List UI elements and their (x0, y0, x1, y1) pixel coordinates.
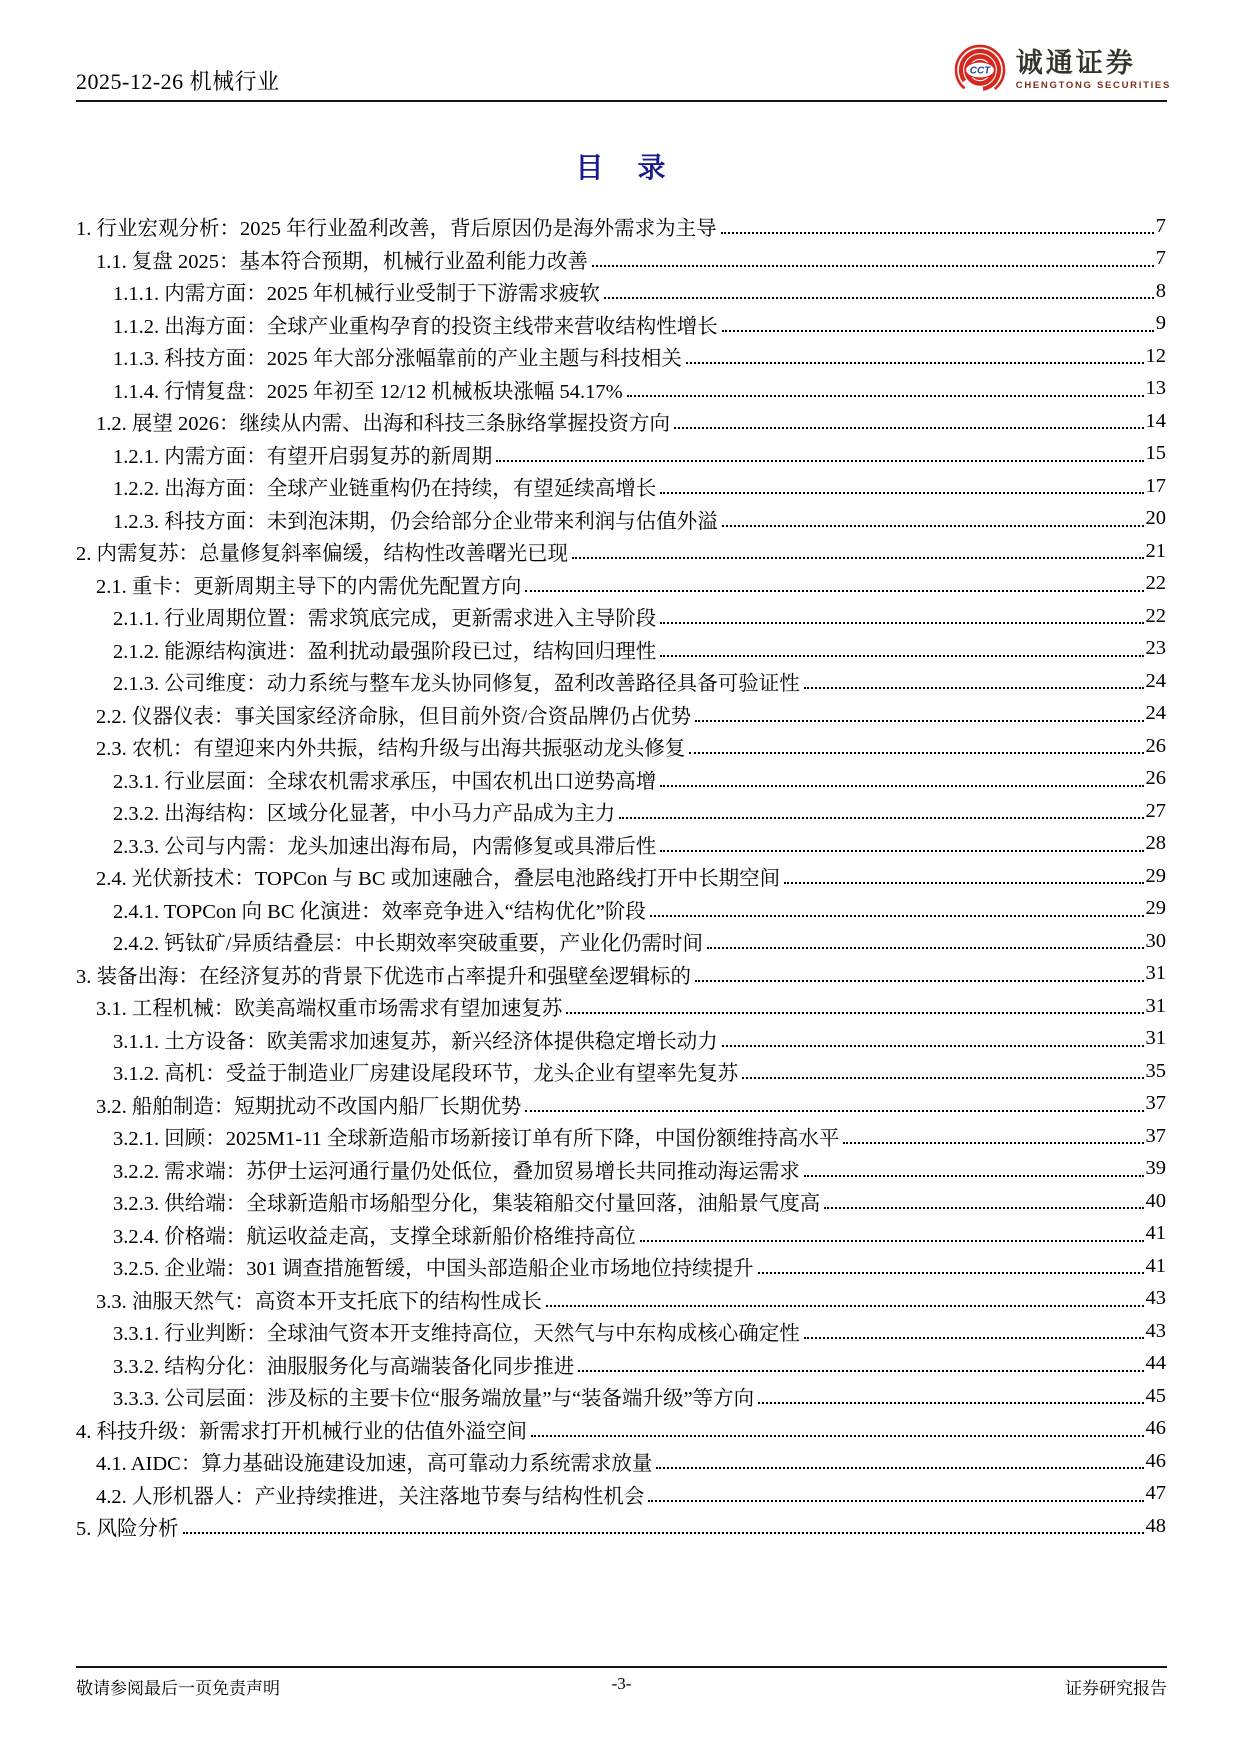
toc-entry-label: 2.3.3. 公司与内需：龙头加速出海布局，内需修复或具滞后性 (113, 835, 657, 858)
toc-entry-page-number: 39 (1145, 1157, 1166, 1180)
toc-dotted-leader (686, 362, 1144, 364)
toc-entry[interactable] (76, 958, 1166, 991)
toc-entry[interactable] (76, 275, 1166, 308)
toc-dotted-leader (660, 622, 1143, 624)
toc-entry[interactable] (76, 925, 1166, 958)
toc-entry[interactable] (76, 1348, 1166, 1381)
toc-dotted-leader (722, 1045, 1144, 1047)
toc-entry-page-number: 22 (1145, 604, 1166, 627)
toc-dotted-leader (784, 882, 1143, 884)
toc-entry-page-number: 29 (1145, 897, 1166, 920)
toc-entry[interactable] (76, 1478, 1166, 1511)
toc-entry-label: 3.2.3. 供给端：全球新造船市场船型分化，集装箱船交付量回落，油船景气度高 (113, 1193, 821, 1216)
toc-dotted-leader (648, 1500, 1143, 1502)
toc-entry-label: 2.3.2. 出海结构：区域分化显著，中小马力产品成为主力 (113, 803, 616, 826)
toc-entry[interactable] (76, 535, 1166, 568)
toc-entry-label: 1.1.2. 出海方面：全球产业重构孕育的投资主线带来营收结构性增长 (113, 315, 718, 338)
toc-entry-label: 1.1.3. 科技方面：2025 年大部分涨幅靠前的产业主题与科技相关 (113, 348, 682, 371)
toc-dotted-leader (721, 232, 1154, 234)
toc-dotted-leader (804, 1175, 1144, 1177)
toc-dotted-leader (722, 330, 1154, 332)
toc-entry-page-number: 21 (1145, 539, 1166, 562)
toc-list (76, 210, 1166, 1543)
toc-entry[interactable] (76, 1120, 1166, 1153)
toc-entry-page-number: 26 (1145, 734, 1166, 757)
toc-entry-label: 3.1.1. 土方设备：欧美需求加速复苏，新兴经济体提供稳定增长动力 (113, 1030, 718, 1053)
logo-wordmark (1016, 49, 1171, 90)
toc-dotted-leader (695, 980, 1144, 982)
toc-dotted-leader (695, 720, 1143, 722)
toc-entry-page-number: 40 (1145, 1189, 1166, 1212)
toc-entry-label: 2.3.1. 行业层面：全球农机需求承压，中国农机出口逆势高增 (113, 770, 657, 793)
toc-entry-label: 5. 风险分析 (76, 1518, 179, 1541)
toc-dotted-leader (496, 460, 1143, 462)
cct-globe-icon (953, 42, 1007, 98)
toc-title-char-1: 目 (575, 153, 604, 184)
toc-dotted-leader (546, 1305, 1144, 1307)
toc-entry-label: 3.3. 油服天然气：高资本开支托底下的结构性成长 (96, 1290, 542, 1313)
toc-entry[interactable] (76, 633, 1166, 666)
toc-entry-label: 2.1.3. 公司维度：动力系统与整车龙头协同修复，盈利改善路径具备可验证性 (113, 673, 800, 696)
toc-entry-page-number: 12 (1145, 344, 1166, 367)
toc-entry-page-number: 37 (1145, 1092, 1166, 1115)
toc-entry-page-number: 24 (1145, 669, 1166, 692)
toc-entry-label: 2.1.2. 能源结构演进：盈利扰动最强阶段已过，结构回归理性 (113, 640, 657, 663)
toc-entry-page-number: 31 (1145, 962, 1166, 985)
toc-entry-label: 3.3.1. 行业判断：全球油气资本开支维持高位，天然气与中东构成核心确定性 (113, 1323, 800, 1346)
toc-entry-page-number: 8 (1155, 279, 1166, 302)
toc-entry-label: 2.1.1. 行业周期位置：需求筑底完成，更新需求进入主导阶段 (113, 608, 657, 631)
toc-entry[interactable] (76, 1055, 1166, 1088)
toc-entry-page-number: 41 (1145, 1222, 1166, 1245)
footer-page-number: -3- (611, 1674, 632, 1693)
toc-entry-page-number: 46 (1145, 1449, 1166, 1472)
toc-entry-page-number: 41 (1145, 1254, 1166, 1277)
toc-entry-label: 3.2.4. 价格端：航运收益走高，支撑全球新船价格维持高位 (113, 1225, 636, 1248)
footer-disclaimer-note: 敬请参阅最后一页免责声明 (76, 1679, 280, 1698)
toc-entry[interactable] (76, 568, 1166, 601)
toc-entry-label: 2.2. 仪器仪表：事关国家经济命脉，但目前外资/合资品牌仍占优势 (96, 705, 692, 728)
toc-entry-label: 1.1.1. 内需方面：2025 年机械行业受制于下游需求疲软 (113, 283, 600, 306)
toc-entry[interactable] (76, 730, 1166, 763)
toc-entry[interactable] (76, 373, 1166, 406)
toc-dotted-leader (604, 297, 1154, 299)
toc-entry-label: 2.1. 重卡：更新周期主导下的内需优先配置方向 (96, 575, 522, 598)
toc-dotted-leader (707, 947, 1144, 949)
toc-entry[interactable] (76, 1413, 1166, 1446)
toc-entry-label: 3.1. 工程机械：欧美高端权重市场需求有望加速复苏 (96, 998, 563, 1021)
toc-entry-page-number: 26 (1145, 767, 1166, 790)
toc-entry-label: 4.1. AIDC：算力基础设施建设加速，高可靠动力系统需求放量 (96, 1453, 653, 1476)
toc-entry-label: 4. 科技升级：新需求打开机械行业的估值外溢空间 (76, 1420, 527, 1443)
toc-entry-label: 2.4.1. TOPCon 向 BC 化演进：效率竞争进入“结构优化”阶段 (113, 900, 646, 923)
toc-entry[interactable] (76, 1380, 1166, 1413)
toc-entry-label: 1.2.3. 科技方面：未到泡沫期，仍会给部分企业带来利润与估值外溢 (113, 510, 718, 533)
toc-entry-label: 4.2. 人形机器人：产业持续推进，关注落地节奏与结构性机会 (96, 1485, 645, 1508)
toc-dotted-leader (578, 1370, 1143, 1372)
toc-entry[interactable] (76, 405, 1166, 438)
toc-dotted-leader (742, 1077, 1143, 1079)
toc-entry[interactable] (76, 210, 1166, 243)
toc-entry[interactable] (76, 1153, 1166, 1186)
toc-dotted-leader (660, 850, 1143, 852)
toc-entry[interactable] (76, 860, 1166, 893)
toc-dotted-leader (843, 1142, 1143, 1144)
company-logo (953, 42, 1171, 100)
logo-name-en: CHENGTONG SECURITIES (1015, 79, 1171, 91)
toc-entry-page-number: 43 (1145, 1287, 1166, 1310)
toc-entry-page-number: 45 (1145, 1384, 1166, 1407)
toc-entry[interactable] (76, 1218, 1166, 1251)
toc-entry-page-number: 47 (1145, 1482, 1166, 1505)
toc-entry-label: 3.1.2. 高机：受益于制造业厂房建设尾段环节，龙头企业有望率先复苏 (113, 1063, 739, 1086)
toc-entry[interactable] (76, 1185, 1166, 1218)
toc-entry[interactable] (76, 340, 1166, 373)
toc-entry-page-number: 20 (1145, 507, 1166, 530)
toc-entry[interactable] (76, 1250, 1166, 1283)
footer-divider (76, 1666, 1167, 1668)
toc-entry-page-number: 31 (1145, 1027, 1166, 1050)
toc-dotted-leader (531, 1435, 1144, 1437)
toc-entry[interactable] (76, 990, 1166, 1023)
toc-entry-label: 3.2.2. 需求端：苏伊士运河通行量仍处低位，叠加贸易增长共同推动海运需求 (113, 1160, 800, 1183)
toc-page-title (0, 152, 1241, 186)
toc-entry-label: 2.4.2. 钙钛矿/异质结叠层：中长期效率突破重要，产业化仍需时间 (113, 933, 703, 956)
toc-entry[interactable] (76, 470, 1166, 503)
toc-entry-page-number: 14 (1145, 409, 1166, 432)
toc-entry[interactable] (76, 795, 1166, 828)
toc-entry-page-number: 44 (1145, 1352, 1166, 1375)
toc-entry[interactable] (76, 243, 1166, 276)
toc-entry-page-number: 29 (1145, 864, 1166, 887)
page-footer (76, 1674, 1167, 1698)
toc-dotted-leader (619, 817, 1143, 819)
toc-entry[interactable] (76, 665, 1166, 698)
page-header (76, 40, 1171, 100)
toc-dotted-leader (572, 557, 1144, 559)
toc-entry-label: 2.4. 光伏新技术：TOPCon 与 BC 或加速融合，叠层电池路线打开中长期空间 (96, 868, 781, 891)
toc-entry[interactable] (76, 1445, 1166, 1478)
toc-dotted-leader (566, 1012, 1143, 1014)
toc-dotted-leader (804, 687, 1144, 689)
toc-entry-label: 1.1. 复盘 2025：基本符合预期，机械行业盈利能力改善 (96, 250, 588, 273)
toc-dotted-leader (650, 915, 1144, 917)
toc-dotted-leader (640, 1240, 1144, 1242)
toc-entry[interactable] (76, 893, 1166, 926)
toc-entry-label: 1.2.2. 出海方面：全球产业链重构仍在持续，有望延续高增长 (113, 478, 657, 501)
toc-dotted-leader (660, 785, 1143, 787)
toc-entry-page-number: 23 (1145, 637, 1166, 660)
toc-dotted-leader (758, 1272, 1144, 1274)
toc-entry-page-number: 30 (1145, 929, 1166, 952)
toc-entry-page-number: 27 (1145, 799, 1166, 822)
toc-dotted-leader (804, 1337, 1144, 1339)
toc-entry[interactable] (76, 698, 1166, 731)
header-divider (76, 100, 1167, 102)
toc-entry-page-number: 24 (1145, 702, 1166, 725)
toc-entry-label: 2. 内需复苏：总量修复斜率偏缓，结构性改善曙光已现 (76, 543, 568, 566)
toc-entry[interactable] (76, 1283, 1166, 1316)
toc-dotted-leader (592, 265, 1154, 267)
toc-entry[interactable] (76, 828, 1166, 861)
toc-entry-label: 1.1.4. 行情复盘：2025 年初至 12/12 机械板块涨幅 54.17% (113, 380, 623, 403)
toc-dotted-leader (656, 1467, 1143, 1469)
toc-dotted-leader (722, 525, 1144, 527)
toc-entry[interactable] (76, 438, 1166, 471)
toc-entry-label: 3.2. 船舶制造：短期扰动不改国内船厂长期优势 (96, 1095, 522, 1118)
toc-entry-page-number: 48 (1145, 1514, 1166, 1537)
toc-dotted-leader (758, 1402, 1143, 1404)
toc-entry-label: 3.3.3. 公司层面：涉及标的主要卡位“服务端放量”与“装备端升级”等方向 (113, 1388, 755, 1411)
toc-entry[interactable] (76, 1510, 1166, 1543)
toc-dotted-leader (525, 1110, 1143, 1112)
toc-entry-page-number: 15 (1145, 442, 1166, 465)
toc-entry-page-number: 35 (1145, 1059, 1166, 1082)
toc-dotted-leader (660, 492, 1143, 494)
report-date-industry: 2025-12-26 机械行业 (76, 69, 280, 94)
toc-dotted-leader (525, 590, 1143, 592)
toc-entry-label: 3. 装备出海：在经济复苏的背景下优选市占率提升和强壁垒逻辑标的 (76, 965, 691, 988)
toc-entry-page-number: 31 (1145, 994, 1166, 1017)
toc-entry-label: 3.3.2. 结构分化：油服服务化与高端装备化同步推进 (113, 1355, 575, 1378)
toc-dotted-leader (689, 752, 1143, 754)
toc-entry-label: 1. 行业宏观分析：2025 年行业盈利改善，背后原因仍是海外需求为主导 (76, 218, 717, 241)
toc-entry-page-number: 7 (1155, 214, 1166, 237)
toc-entry-page-number: 37 (1145, 1124, 1166, 1147)
toc-entry-page-number: 28 (1145, 832, 1166, 855)
logo-name-cn: 诚通证券 (1015, 48, 1136, 79)
toc-entry-page-number: 46 (1145, 1417, 1166, 1440)
toc-entry[interactable] (76, 1088, 1166, 1121)
toc-entry[interactable] (76, 1315, 1166, 1348)
toc-entry-page-number: 43 (1145, 1319, 1166, 1342)
logo-monogram: CCT (969, 65, 991, 77)
toc-entry[interactable] (76, 1023, 1166, 1056)
toc-entry[interactable] (76, 503, 1166, 536)
toc-entry-page-number: 9 (1155, 312, 1166, 335)
toc-entry-label: 1.2. 展望 2026：继续从内需、出海和科技三条脉络掌握投资方向 (96, 413, 670, 436)
toc-entry[interactable] (76, 763, 1166, 796)
toc-dotted-leader (183, 1532, 1144, 1534)
toc-entry-label: 2.3. 农机：有望迎来内外共振，结构升级与出海共振驱动龙头修复 (96, 738, 686, 761)
toc-entry[interactable] (76, 600, 1166, 633)
toc-dotted-leader (660, 655, 1143, 657)
toc-entry-page-number: 17 (1145, 474, 1166, 497)
toc-entry-page-number: 22 (1145, 572, 1166, 595)
footer-report-type: 证券研究报告 (1065, 1679, 1167, 1698)
toc-dotted-leader (824, 1207, 1143, 1209)
toc-entry[interactable] (76, 308, 1166, 341)
toc-dotted-leader (674, 427, 1144, 429)
toc-entry-page-number: 13 (1145, 377, 1166, 400)
toc-entry-label: 3.2.5. 企业端：301 调查措施暂缓，中国头部造船企业市场地位持续提升 (113, 1258, 754, 1281)
toc-entry-page-number: 7 (1155, 247, 1166, 270)
toc-dotted-leader (627, 395, 1144, 397)
toc-entry-label: 3.2.1. 回顾：2025M1-11 全球新造船市场新接订单有所下降，中国份额维持高水平 (113, 1128, 840, 1151)
toc-entry-label: 1.2.1. 内需方面：有望开启弱复苏的新周期 (113, 445, 493, 468)
toc-title-char-2: 录 (637, 153, 666, 184)
